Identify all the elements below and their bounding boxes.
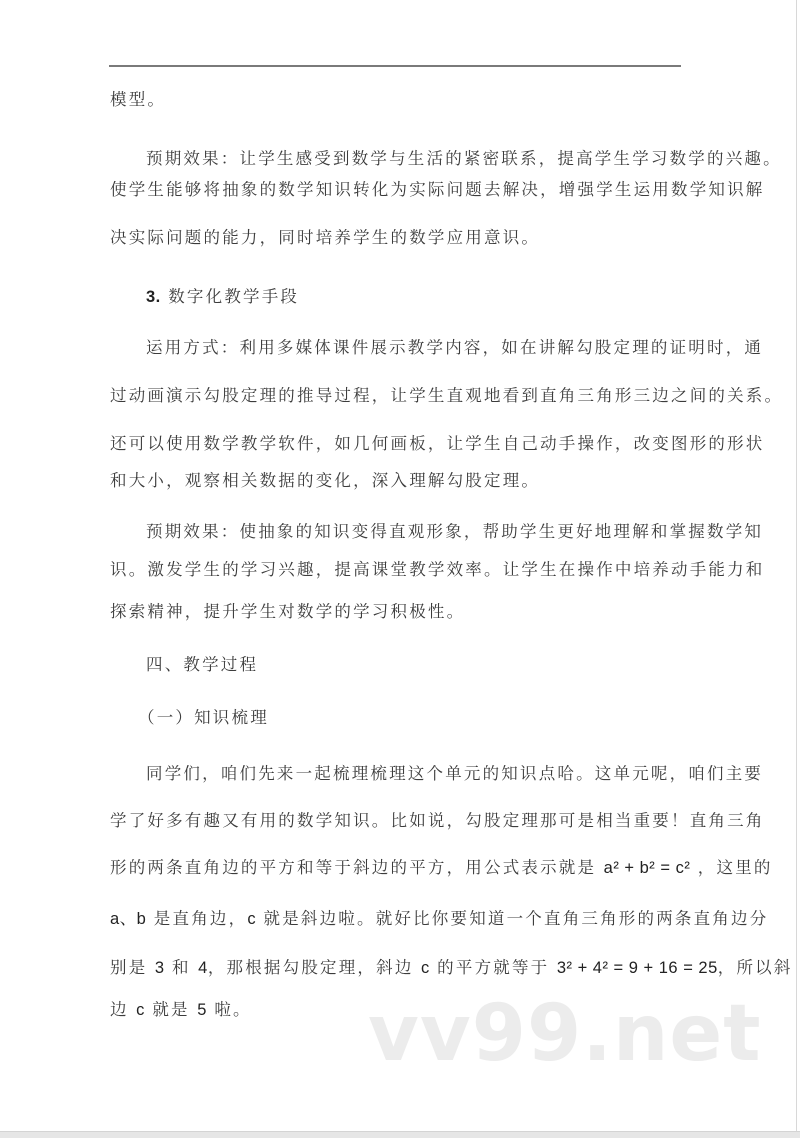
variable-c: c — [247, 910, 257, 928]
paragraph-line: 和大小，观察相关数据的变化，深入理解勾股定理。 — [110, 471, 541, 490]
number-5: 5 — [197, 1001, 207, 1019]
text-run: ，所以斜 — [717, 958, 793, 977]
subsection-heading: （一）知识梳理 — [138, 708, 269, 727]
paragraph-line: 预期效果：使抽象的知识变得直观形象，帮助学生更好地理解和掌握数学知 — [146, 522, 764, 541]
paragraph-line: 探索精神，提升学生对数学的学习积极性。 — [110, 602, 466, 621]
variable-c: c — [420, 959, 430, 977]
paragraph-line — [110, 858, 773, 878]
text-run: 和 — [164, 958, 199, 977]
paragraph-line: 模型。 — [110, 90, 167, 109]
paragraph-line — [110, 909, 769, 929]
paragraph-line: 决实际问题的能力，同时培养学生的数学应用意识。 — [110, 228, 541, 247]
calculation-formula: 3² + 4² = 9 + 16 = 25 — [556, 959, 718, 977]
text-run: 是直角边， — [146, 909, 248, 928]
paragraph-line: 预期效果：让学生感受到数学与生活的紧密联系，提高学生学习数学的兴趣。 — [146, 149, 782, 168]
text-run: 就是 — [144, 1000, 198, 1019]
section-heading — [146, 287, 680, 307]
text-run: ，这里的 — [690, 858, 773, 877]
paragraph-line: 学了好多有趣又有用的数学知识。比如说，勾股定理那可是相当重要！直角三角 — [110, 811, 765, 830]
text-run: 形的两条直角边的平方和等于斜边的平方，用公式表示就是 — [110, 858, 604, 877]
paragraph-line: 过动画演示勾股定理的推导过程，让学生直观地看到直角三角形三边之间的关系。 — [110, 386, 784, 405]
number-4: 4 — [198, 959, 208, 977]
text-run: 啦。 — [206, 1000, 252, 1019]
pythagorean-formula: a² + b² = c² — [603, 859, 691, 877]
text-run: 边 — [110, 1000, 137, 1019]
paragraph-line: 还可以使用数学教学软件，如几何画板，让学生自己动手操作，改变图形的形状 — [110, 434, 765, 453]
text-run: ，那根据勾股定理，斜边 — [207, 958, 421, 977]
paragraph-line: 识。激发学生的学习兴趣，提高课堂教学效率。让学生在操作中培养动手能力和 — [110, 560, 765, 579]
paragraph-line: 使学生能够将抽象的数学知识转化为实际问题去解决，增强学生运用数学知识解 — [110, 180, 765, 199]
text-run: 的平方就等于 — [429, 958, 557, 977]
heading-title: 数字化教学手段 — [168, 287, 300, 306]
section-heading: 四、教学过程 — [146, 655, 259, 674]
text-run: 别是 — [110, 958, 155, 977]
paragraph-line: 同学们，咱们先来一起梳理梳理这个单元的知识点哈。这单元呢，咱们主要 — [146, 764, 764, 783]
text-run: 就是斜边啦。就好比你要知道一个直角三角形的两条直角边分 — [256, 909, 769, 928]
paragraph-line — [110, 958, 793, 978]
variable-ab: a、b — [110, 910, 147, 928]
header-rule — [109, 65, 681, 67]
watermark: vv99.net — [368, 989, 762, 1079]
variable-c: c — [136, 1001, 145, 1019]
paragraph-line: 运用方式：利用多媒体课件展示教学内容，如在讲解勾股定理的证明时，通 — [146, 338, 764, 357]
number-3: 3 — [154, 959, 165, 977]
heading-number: 3. — [146, 288, 161, 306]
